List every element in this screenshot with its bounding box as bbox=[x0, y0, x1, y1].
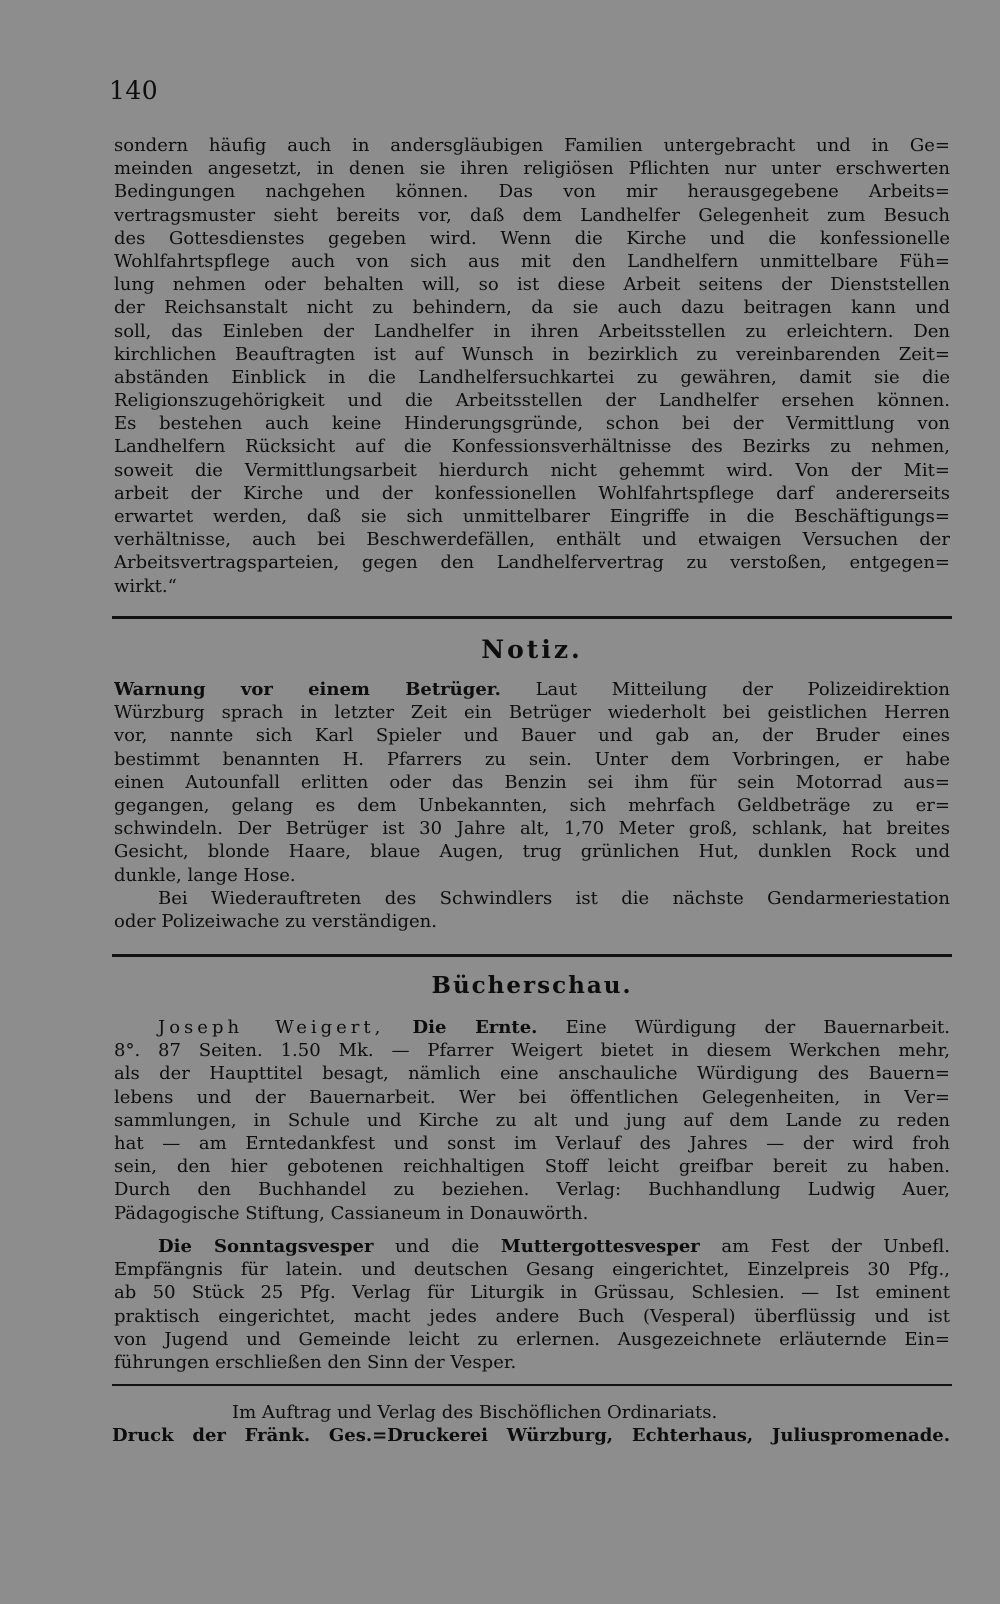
review-1-first-line bbox=[114, 1016, 950, 1039]
text-line: Landhelfern Rücksicht auf die Konfessionsverhältnisse des Bezirks zu nehmen, bbox=[114, 436, 950, 458]
text-line: vertragsmuster sieht bereits vor, daß dem Landhelfer Gelegenheit zum Besuch bbox=[114, 204, 950, 226]
text-line: bestimmt benannten H. Pfarrers zu sein. Unter dem Vorbringen, er habe bbox=[114, 748, 950, 770]
text-line: Pädagogische Stiftung, Cassianeum in Donauwörth. bbox=[114, 1202, 589, 1224]
text-line: ab 50 Stück 25 Pfg. Verlag für Liturgik in Grüssau, Schlesien. — Ist eminent bbox=[114, 1282, 950, 1304]
text-line: dunkle, lange Hose. bbox=[114, 864, 296, 886]
notiz-first-line bbox=[114, 678, 950, 701]
text-line: der Reichsanstalt nicht zu behindern, da sie auch dazu beitragen kann und bbox=[114, 297, 950, 319]
divider-rule bbox=[112, 616, 952, 619]
text-line: gegangen, gelang es dem Unbekannten, sich mehrfach Geldbeträge zu er= bbox=[114, 794, 950, 816]
text-line: erwartet werden, daß sie sich unmittelbarer Eingriffe in die Beschäftigungs= bbox=[114, 506, 950, 527]
text-line: soll, das Einleben der Landhelfer in ihren Arbeitsstellen zu erleichtern. Den bbox=[114, 320, 950, 342]
buecherschau-heading: Bücherschau. bbox=[431, 972, 633, 999]
text-line: Religionszugehörigkeit und die Arbeitsstellen der Landhelfer ersehen können. bbox=[114, 390, 950, 412]
text-line: Würzburg sprach in letzter Zeit ein Betrüger wiederholt bei geistlichen Herren bbox=[114, 702, 950, 724]
review-2-first-line bbox=[114, 1235, 950, 1258]
text-line: lebens und der Bauernarbeit. Wer bei öffentlichen Gelegenheiten, in Ver= bbox=[114, 1086, 950, 1108]
notiz-paragraph bbox=[114, 701, 950, 887]
divider-rule bbox=[112, 954, 952, 957]
review-1-author: Joseph Weigert, bbox=[158, 1017, 385, 1038]
text-line: kirchlichen Beauftragten ist auf Wunsch in bezirklich zu vereinbarenden Zeit= bbox=[114, 343, 950, 365]
review-1-title: Die Ernte. bbox=[412, 1017, 538, 1038]
review-2-first-line-rest: am Fest der Unbefl. bbox=[721, 1236, 950, 1257]
text-line: 8°. 87 Seiten. 1.50 Mk. — Pfarrer Weigert bietet in diesem Werkchen mehr, bbox=[114, 1040, 950, 1062]
book-review-2 bbox=[114, 1235, 950, 1374]
imprint-line-1: Im Auftrag und Verlag des Bischöflichen Ordinariats. bbox=[232, 1402, 718, 1423]
text-line: Gesicht, blonde Haare, blaue Augen, trug grünlichen Hut, dunklen Rock und bbox=[114, 841, 950, 863]
notiz-paragraph-2 bbox=[114, 887, 950, 933]
text-line: sammlungen, in Schule und Kirche zu alt und jung auf dem Lande zu reden bbox=[114, 1109, 950, 1131]
notiz-first-line-rest: Laut Mitteilung der Polizeidirektion bbox=[535, 679, 950, 700]
book-review-1 bbox=[114, 1016, 950, 1225]
review-1-paragraph bbox=[114, 1039, 950, 1225]
text-line: abständen Einblick in die Landhelfersuchkartei zu gewähren, damit sie die bbox=[114, 366, 950, 388]
page-number: 140 bbox=[109, 76, 159, 105]
text-line: meinden angesetzt, in denen sie ihren religiösen Pflichten nur unter erschwerten bbox=[114, 158, 950, 180]
text-line: praktisch eingerichtet, macht jedes andere Buch (Vesperal) überflüssig und ist bbox=[114, 1305, 950, 1327]
imprint-line-2: Druck der Fränk. Ges.=Druckerei Würzburg, Echterhaus, Juliuspromenade. bbox=[112, 1425, 950, 1446]
text-line: soweit die Vermittlungsarbeit hierdurch nicht gehemmt wird. Von der Mit= bbox=[114, 459, 950, 481]
text-line: sondern häufig auch in andersgläubigen Familien untergebracht und in Ge= bbox=[114, 135, 950, 156]
main-text-block bbox=[114, 134, 950, 598]
text-line: Bei Wiederauftreten des Schwindlers ist die nächste Gendarmeriestation bbox=[158, 887, 950, 909]
divider-rule bbox=[112, 1384, 952, 1386]
text-line: vor, nannte sich Karl Spieler und Bauer und gab an, der Bruder eines bbox=[114, 725, 950, 747]
text-line: Empfängnis für latein. und deutschen Gesang eingerichtet, Einzelpreis 30 Pfg., bbox=[114, 1259, 950, 1281]
text-line: Es bestehen auch keine Hinderungsgründe, schon bei der Vermittlung von bbox=[114, 413, 950, 435]
text-line: des Gottesdienstes gegeben wird. Wenn die Kirche und die konfessionelle bbox=[114, 227, 950, 249]
text-line: einen Autounfall erlitten oder das Benzin sei ihm für sein Motorrad aus= bbox=[114, 771, 950, 793]
text-line: Wohlfahrtspflege auch von sich aus mit den Landhelfern unmittelbare Füh= bbox=[114, 250, 950, 272]
review-2-paragraph bbox=[114, 1258, 950, 1374]
text-line: hat — am Erntedankfest und sonst im Verlauf des Jahres — der wird froh bbox=[114, 1132, 950, 1154]
text-line: von Jugend und Gemeinde leicht zu erlernen. Ausgezeichnete erläuternde Ein= bbox=[114, 1328, 950, 1350]
review-2-title-2: Muttergottesvesper bbox=[500, 1236, 700, 1257]
notiz-block bbox=[114, 678, 950, 933]
text-line: oder Polizeiwache zu verständigen. bbox=[114, 910, 437, 932]
review-2-connector: und die bbox=[395, 1236, 480, 1257]
text-line: arbeit der Kirche und der konfessionellen Wohlfahrtspflege darf andererseits bbox=[114, 482, 950, 504]
notiz-title: Warnung vor einem Betrüger. bbox=[114, 679, 501, 700]
text-line: wirkt.“ bbox=[114, 575, 177, 597]
review-2-title-1: Die Sonntagsvesper bbox=[158, 1236, 374, 1257]
notiz-heading: Notiz. bbox=[481, 635, 583, 664]
review-1-first-line-rest: Eine Würdigung der Bauernarbeit. bbox=[565, 1017, 950, 1038]
text-line: verhältnisse, auch bei Beschwerdefällen, enthält und etwaigen Versuchen der bbox=[114, 529, 950, 551]
text-line: Arbeitsvertragsparteien, gegen den Landhelfervertrag zu verstoßen, entgegen= bbox=[114, 552, 950, 574]
text-line: Bedingungen nachgehen können. Das von mir herausgegebene Arbeits= bbox=[114, 181, 950, 203]
text-line: lung nehmen oder behalten will, so ist diese Arbeit seitens der Dienststellen bbox=[114, 274, 950, 296]
text-line: führungen erschließen den Sinn der Vesper. bbox=[114, 1351, 517, 1373]
text-line: als der Haupttitel besagt, nämlich eine anschauliche Würdigung des Bauern= bbox=[114, 1063, 950, 1085]
text-line: sein, den hier gebotenen reichhaltigen Stoff leicht greifbar bereit zu haben. bbox=[114, 1156, 950, 1178]
text-line: Durch den Buchhandel zu beziehen. Verlag: Buchhandlung Ludwig Auer, bbox=[114, 1179, 950, 1201]
text-line: schwindeln. Der Betrüger ist 30 Jahre alt, 1,70 Meter groß, schlank, hat breites bbox=[114, 818, 950, 840]
